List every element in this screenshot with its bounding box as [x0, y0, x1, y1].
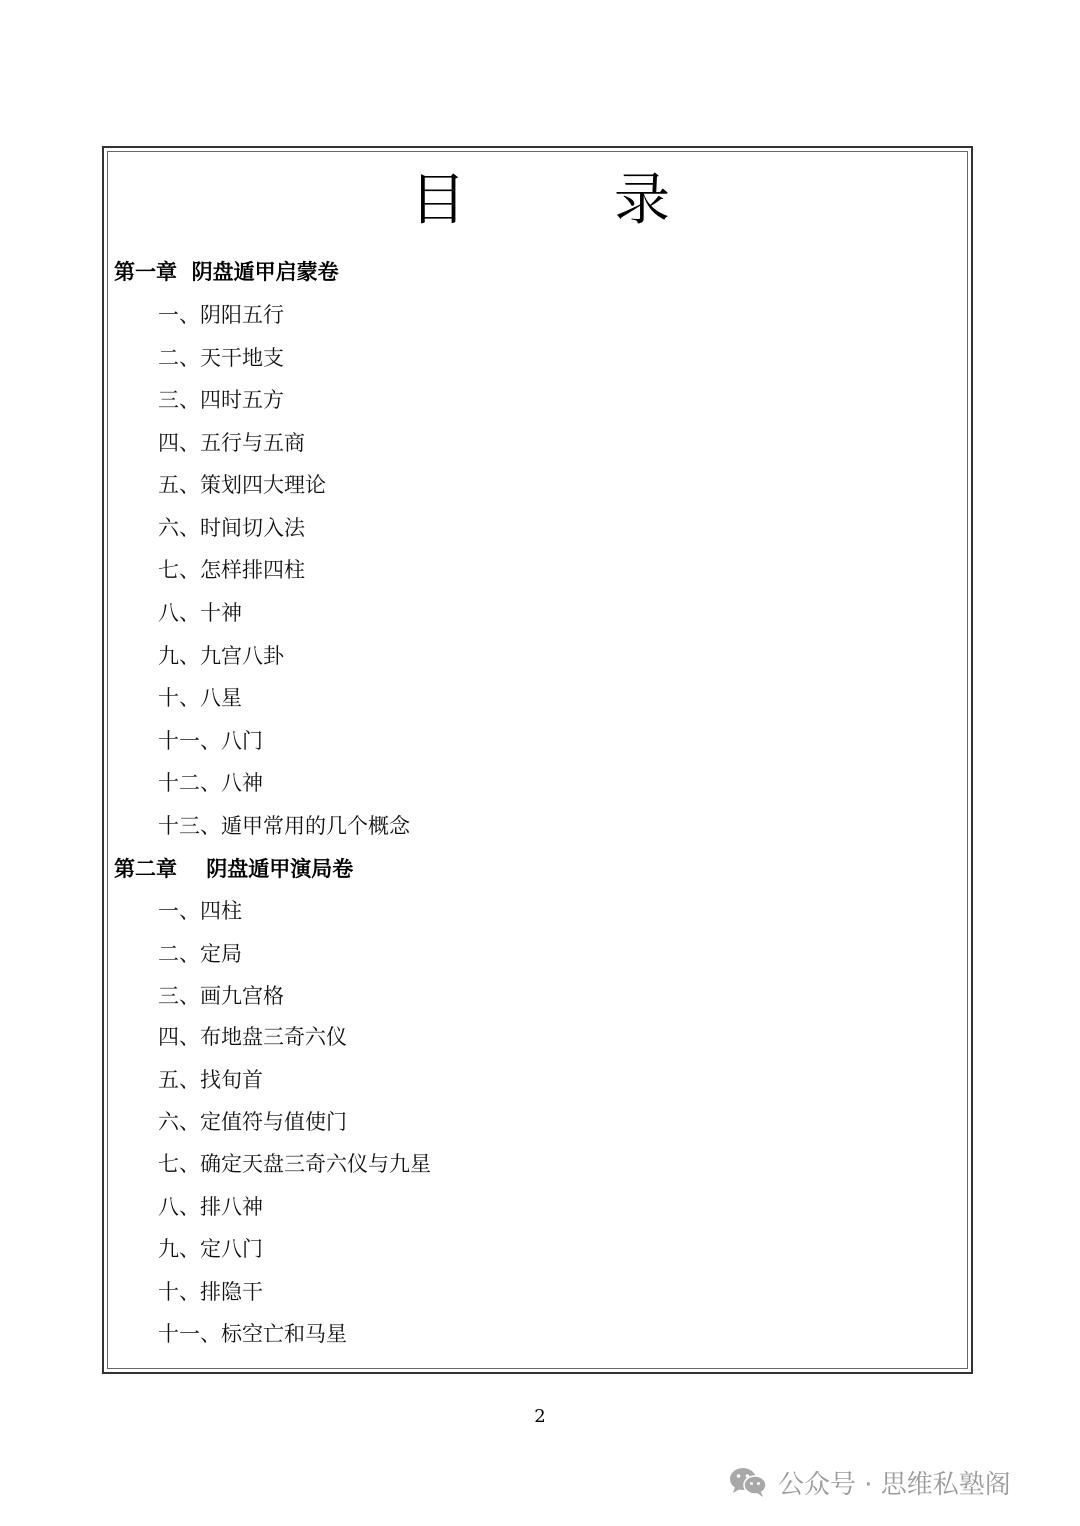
toc-item: 十、排隐干 — [158, 1280, 263, 1304]
watermark-text: 公众号 · 思维私塾阁 — [778, 1469, 1011, 1500]
toc-item: 二、定局 — [158, 942, 242, 966]
toc-item: 一、四柱 — [158, 899, 242, 923]
toc-item: 九、九宫八卦 — [158, 644, 284, 668]
toc-item: 五、找旬首 — [158, 1068, 263, 1092]
toc-frame-inner-border — [107, 151, 968, 1369]
toc-item: 九、定八门 — [158, 1237, 263, 1261]
toc-item: 七、怎样排四柱 — [158, 558, 305, 582]
toc-item: 十二、八神 — [158, 771, 263, 795]
toc-item: 一、阴阳五行 — [158, 303, 284, 327]
toc-item: 三、四时五方 — [158, 388, 284, 412]
toc-item: 十、八星 — [158, 686, 242, 710]
toc-item: 五、策划四大理论 — [158, 473, 326, 497]
toc-item: 六、时间切入法 — [158, 516, 305, 540]
toc-item: 八、十神 — [158, 601, 242, 625]
chapter-heading: 第二章 阴盘遁甲演局卷 — [114, 856, 354, 881]
toc-item: 七、确定天盘三奇六仪与九星 — [158, 1152, 431, 1176]
toc-item: 三、画九宫格 — [158, 984, 284, 1008]
toc-item: 八、排八神 — [158, 1195, 263, 1219]
watermark — [728, 1462, 1011, 1502]
chapter-heading: 第一章 阴盘遁甲启蒙卷 — [114, 259, 339, 284]
toc-item: 十三、遁甲常用的几个概念 — [158, 814, 410, 838]
toc-frame — [102, 146, 973, 1374]
toc-item: 十一、标空亡和马星 — [158, 1322, 347, 1346]
toc-item: 十一、八门 — [158, 729, 263, 753]
page-number: 2 — [534, 1406, 546, 1427]
toc-item: 四、五行与五商 — [158, 431, 305, 455]
toc-item: 二、天干地支 — [158, 346, 284, 370]
toc-item: 六、定值符与值使门 — [158, 1110, 347, 1134]
wechat-icon — [728, 1466, 768, 1498]
page-title: 目 录 — [410, 168, 716, 233]
toc-item: 四、布地盘三奇六仪 — [158, 1025, 347, 1049]
